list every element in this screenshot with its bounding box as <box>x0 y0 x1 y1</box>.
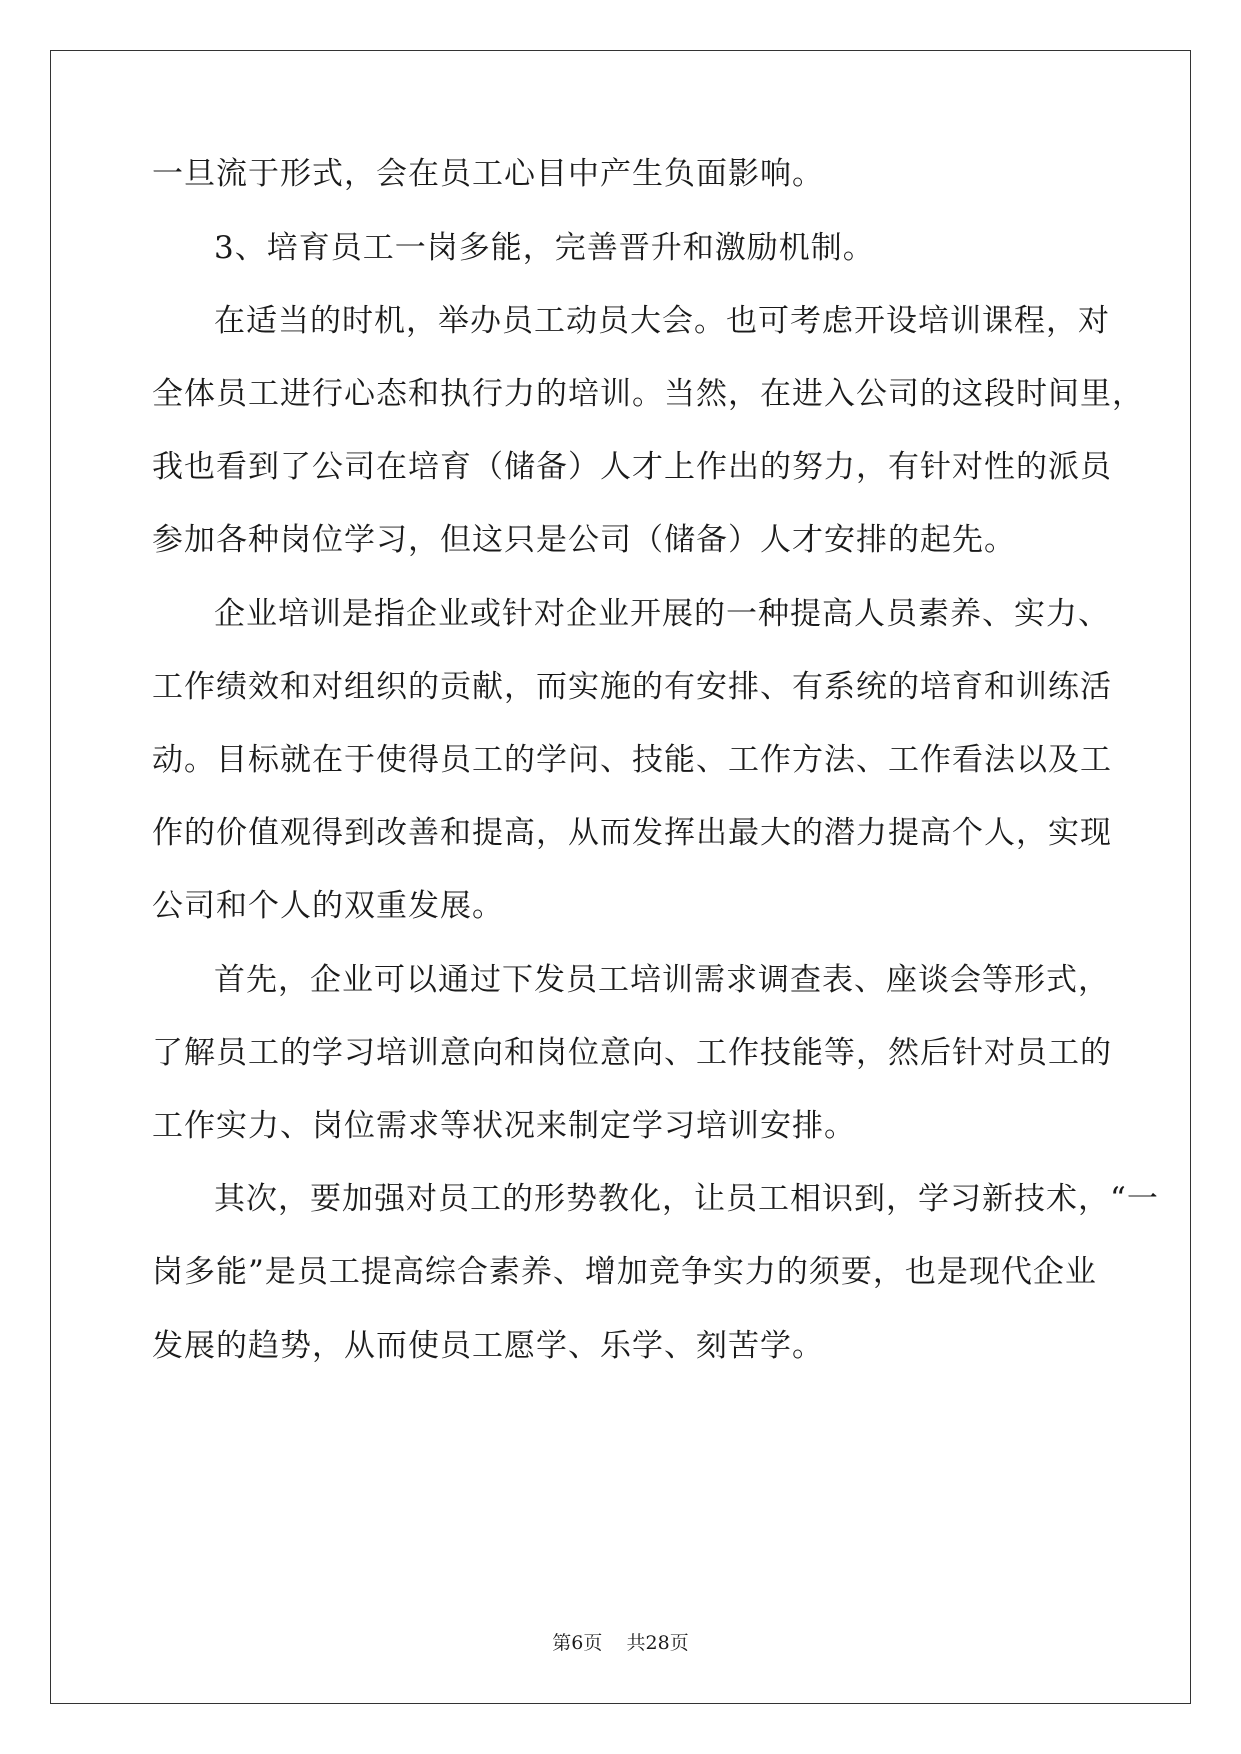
text-line: 我也看到了公司在培育（储备）人才上作出的努力，有针对性的派员 <box>152 449 1112 485</box>
text-line: 在适当的时机，举办员工动员大会。也可考虑开设培训课程，对 <box>214 303 1110 339</box>
text-line: 岗多能”是员工提高综合素养、增加竞争实力的须要，也是现代企业 <box>152 1254 1097 1290</box>
text-line: 一旦流于形式，会在员工心目中产生负面影响。 <box>152 156 824 192</box>
text-line: 3、培育员工一岗多能，完善晋升和激励机制。 <box>214 230 875 266</box>
text-line: 动。目标就在于使得员工的学问、技能、工作方法、工作看法以及工 <box>152 742 1112 778</box>
text-line: 全体员工进行心态和执行力的培训。当然，在进入公司的这段时间里， <box>152 376 1144 412</box>
text-line: 公司和个人的双重发展。 <box>152 888 504 924</box>
text-line: 工作绩效和对组织的贡献，而实施的有安排、有系统的培育和训练活 <box>152 669 1112 705</box>
page-number: 第6页 共28页 <box>552 1632 689 1654</box>
text-line: 作的价值观得到改善和提高，从而发挥出最大的潜力提高个人，实现 <box>152 815 1112 851</box>
text-line: 其次，要加强对员工的形势教化，让员工相识到，学习新技术，“一 <box>214 1181 1159 1217</box>
text-line: 参加各种岗位学习，但这只是公司（储备）人才安排的起先。 <box>152 522 1016 558</box>
text-line: 了解员工的学习培训意向和岗位意向、工作技能等，然后针对员工的 <box>152 1035 1112 1071</box>
text-line: 工作实力、岗位需求等状况来制定学习培训安排。 <box>152 1108 856 1144</box>
page-border <box>50 50 1191 1704</box>
text-line: 首先，企业可以通过下发员工培训需求调查表、座谈会等形式， <box>214 962 1110 998</box>
text-line: 企业培训是指企业或针对企业开展的一种提高人员素养、实力、 <box>214 596 1110 632</box>
text-line: 发展的趋势，从而使员工愿学、乐学、刻苦学。 <box>152 1328 824 1364</box>
